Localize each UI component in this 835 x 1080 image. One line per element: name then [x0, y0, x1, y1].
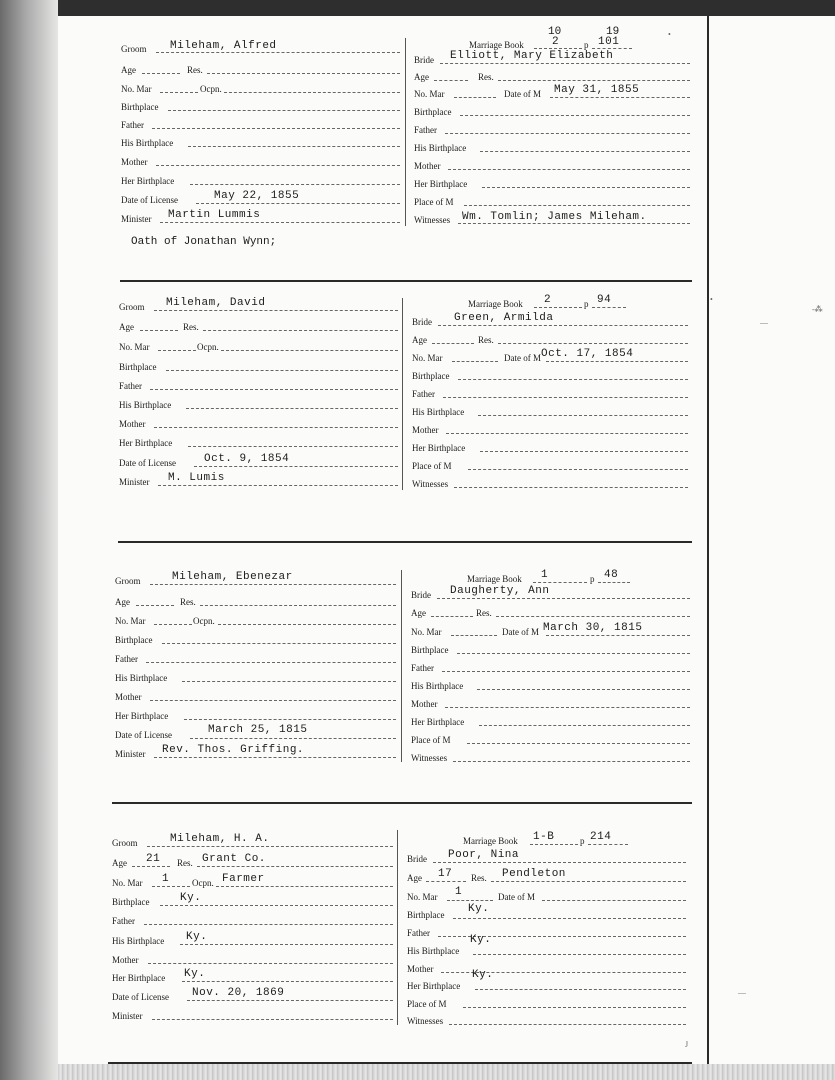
- date-of-m-line: [546, 361, 688, 362]
- birthplace-line: [168, 110, 400, 111]
- age-label: Age: [121, 65, 136, 75]
- bride-her-birthplace-label: Her Birthplace: [414, 179, 468, 189]
- birthplace-label: Birthplace: [115, 635, 153, 645]
- witnesses-label: Witnesses: [412, 479, 449, 489]
- bride-age-label: Age: [414, 72, 429, 82]
- bride-her-birthplace-line: [480, 451, 688, 452]
- her-birthplace-label: Her Birthplace: [121, 176, 175, 186]
- bride-line: [440, 63, 690, 64]
- her-birthplace-line: [188, 446, 398, 447]
- bride-line: [437, 598, 690, 599]
- marriage-book-label: Marriage Book: [469, 40, 524, 50]
- father-label: Father: [119, 381, 142, 391]
- bride-her-birthplace-label: Her Birthplace: [407, 981, 461, 991]
- bride-no-mar-line: [452, 361, 498, 362]
- page-upper-number: 19: [606, 26, 620, 38]
- his-birthplace-line: [180, 944, 393, 945]
- marriage-book-value: 2: [552, 36, 560, 48]
- date-of-license-label: Date of License: [112, 992, 169, 1002]
- witnesses-label: Witnesses: [414, 215, 451, 225]
- date-of-license-line: [190, 738, 396, 739]
- bride-age-label: Age: [411, 608, 426, 618]
- place-of-m-label: Place of M: [412, 461, 452, 471]
- no-mar-value: 1: [162, 873, 170, 885]
- res-label: Res.: [187, 65, 203, 75]
- groom-value: Mileham, Ebenezar: [172, 571, 293, 583]
- bride-line: [433, 862, 686, 863]
- father-label: Father: [112, 916, 135, 926]
- scan-speck: —: [738, 988, 746, 997]
- ocpn-line: [216, 886, 393, 887]
- place-of-m-line: [463, 1007, 686, 1008]
- bride-age-label: Age: [412, 335, 427, 345]
- place-of-m-label: Place of M: [411, 735, 451, 745]
- bride-father-label: Father: [407, 928, 430, 938]
- res-line: [200, 605, 396, 606]
- page-line: [592, 48, 632, 49]
- minister-value: Martin Lummis: [168, 209, 261, 221]
- groom-line: [154, 310, 398, 311]
- date-of-license-value: Nov. 20, 1869: [192, 987, 285, 999]
- page-value: 101: [598, 36, 620, 48]
- bride-no-mar-line: [451, 635, 497, 636]
- res-line: [207, 73, 400, 74]
- scan-speck: —: [760, 318, 768, 327]
- marriage-book-label: Marriage Book: [463, 836, 518, 846]
- bride-her-birthplace-line: [479, 725, 690, 726]
- no-mar-line: [160, 92, 198, 93]
- birthplace-line: [162, 643, 396, 644]
- record-divider: [405, 38, 406, 226]
- record-divider: [401, 570, 402, 762]
- date-of-m-line: [542, 900, 686, 901]
- record-divider: [402, 298, 403, 490]
- bride-no-mar-value: 1: [455, 886, 463, 898]
- bride-res-line: [498, 80, 690, 81]
- bride-age-line: [434, 80, 468, 81]
- mother-line: [150, 700, 396, 701]
- page-value: 214: [590, 831, 612, 843]
- date-of-m-label: Date of M: [498, 892, 535, 902]
- his-birthplace-line: [182, 681, 396, 682]
- date-of-m-label: Date of M: [504, 353, 541, 363]
- book-upper-number: 10: [548, 26, 562, 38]
- bride-her-birthplace-label: Her Birthplace: [412, 443, 466, 453]
- groom-label: Groom: [115, 576, 141, 586]
- witnesses-label: Witnesses: [411, 753, 448, 763]
- bride-birthplace-label: Birthplace: [407, 910, 445, 920]
- her-birthplace-line: [182, 981, 393, 982]
- bride-father-line: [443, 397, 688, 398]
- minister-line: [154, 757, 396, 758]
- bride-his-birthplace-label: His Birthplace: [414, 143, 467, 153]
- date-of-license-line: [196, 203, 400, 204]
- witnesses-line: [458, 223, 690, 224]
- minister-value: M. Lumis: [168, 472, 225, 484]
- bride-birthplace-label: Birthplace: [414, 107, 452, 117]
- her-birthplace-label: Her Birthplace: [119, 438, 173, 448]
- record-separator-3: [112, 802, 692, 804]
- marriage-book-line: [534, 307, 582, 308]
- bride-value: Daugherty, Ann: [450, 585, 550, 597]
- minister-label: Minister: [112, 1011, 143, 1021]
- scan-speck: -⁂: [812, 305, 823, 314]
- no-mar-line: [152, 886, 190, 887]
- age-line: [142, 73, 180, 74]
- bride-no-mar-label: No. Mar: [412, 353, 443, 363]
- scan-speck: •: [668, 30, 671, 39]
- father-line: [152, 128, 400, 129]
- bride-age-line: [426, 881, 466, 882]
- bride-age-line: [431, 616, 473, 617]
- ocpn-line: [218, 624, 396, 625]
- bride-birthplace-line: [460, 115, 690, 116]
- bride-age-label: Age: [407, 873, 422, 883]
- bride-res-label: Res.: [476, 608, 492, 618]
- age-label: Age: [115, 597, 130, 607]
- place-of-m-line: [464, 205, 690, 206]
- bride-value: Elliott, Mary Elizabeth: [450, 50, 614, 62]
- bride-res-label: Res.: [478, 72, 494, 82]
- her-birthplace-value: Ky.: [184, 968, 206, 980]
- date-of-m-value: Oct. 17, 1854: [541, 348, 634, 360]
- his-birthplace-label: His Birthplace: [121, 138, 174, 148]
- minister-value: Rev. Thos. Griffing.: [162, 744, 305, 756]
- bride-birthplace-line: [458, 379, 688, 380]
- bride-father-label: Father: [414, 125, 437, 135]
- his-birthplace-label: His Birthplace: [112, 936, 165, 946]
- mother-label: Mother: [119, 419, 146, 429]
- bride-his-birthplace-label: His Birthplace: [412, 407, 465, 417]
- bride-value: Green, Armilda: [454, 312, 554, 324]
- record-divider: [397, 830, 398, 1025]
- groom-label: Groom: [119, 302, 145, 312]
- bride-her-birthplace-line: [475, 989, 686, 990]
- bride-res-label: Res.: [471, 873, 487, 883]
- no-mar-label: No. Mar: [121, 84, 152, 94]
- record-separator-4: [108, 1062, 692, 1064]
- age-label: Age: [112, 858, 127, 868]
- her-birthplace-label: Her Birthplace: [112, 973, 166, 983]
- minister-line: [158, 485, 398, 486]
- marriage-book-label: Marriage Book: [467, 574, 522, 584]
- mother-label: Mother: [112, 955, 139, 965]
- scan-speck: •: [710, 295, 713, 304]
- birthplace-value: Ky.: [180, 892, 202, 904]
- record-note: Oath of Jonathan Wynn;: [131, 236, 277, 248]
- page-value: 48: [604, 569, 619, 581]
- minister-label: Minister: [115, 749, 146, 759]
- date-of-license-label: Date of License: [119, 458, 176, 468]
- page-value: 94: [597, 294, 612, 306]
- bride-father-line: [442, 671, 690, 672]
- mother-label: Mother: [121, 157, 148, 167]
- father-label: Father: [115, 654, 138, 664]
- place-of-m-line: [468, 469, 688, 470]
- scan-left-margin: [0, 0, 58, 1080]
- bride-his-birthplace-line: [477, 689, 690, 690]
- birthplace-line: [160, 905, 393, 906]
- bride-age-line: [432, 343, 474, 344]
- bride-mother-label: Mother: [412, 425, 439, 435]
- bride-mother-label: Mother: [414, 161, 441, 171]
- mother-line: [148, 963, 393, 964]
- date-of-m-value: March 30, 1815: [543, 622, 643, 634]
- place-of-m-label: Place of M: [414, 197, 454, 207]
- marriage-book-line: [530, 844, 578, 845]
- bride-her-birthplace-label: Her Birthplace: [411, 717, 465, 727]
- groom-value: Mileham, David: [166, 297, 266, 309]
- father-line: [144, 924, 393, 925]
- marriage-book-label: Marriage Book: [468, 299, 523, 309]
- res-label: Res.: [183, 322, 199, 332]
- scan-speck: J: [685, 1040, 689, 1049]
- page-label: p: [590, 574, 595, 584]
- mother-line: [156, 165, 400, 166]
- bride-birthplace-line: [453, 918, 686, 919]
- bride-mother-line: [445, 707, 690, 708]
- father-label: Father: [121, 120, 144, 130]
- page-label: p: [580, 836, 585, 846]
- bride-res-line: [491, 881, 686, 882]
- minister-label: Minister: [119, 477, 150, 487]
- age-line: [136, 605, 174, 606]
- minister-line: [152, 1019, 393, 1020]
- page-label: p: [584, 299, 589, 309]
- father-line: [150, 389, 398, 390]
- date-of-license-line: [187, 1000, 393, 1001]
- bride-father-label: Father: [411, 663, 434, 673]
- his-birthplace-value: Ky.: [186, 931, 208, 943]
- groom-value: Mileham, H. A.: [170, 833, 270, 845]
- ocpn-line: [224, 92, 400, 93]
- his-birthplace-line: [186, 408, 398, 409]
- bride-mother-line: [448, 169, 690, 170]
- witnesses-line: [453, 761, 690, 762]
- ocpn-label: Ocpn.: [200, 84, 222, 94]
- marriage-book-value: 1: [541, 569, 549, 581]
- his-birthplace-line: [188, 146, 400, 147]
- marriage-book-value: 2: [544, 294, 552, 306]
- bride-his-birthplace-line: [478, 415, 688, 416]
- bride-mother-label: Mother: [411, 699, 438, 709]
- her-birthplace-line: [190, 184, 400, 185]
- bride-birthplace-value: Ky.: [468, 903, 490, 915]
- bride-no-mar-line: [454, 97, 496, 98]
- marriage-book-line: [533, 582, 587, 583]
- record-separator-1: [120, 280, 692, 282]
- bride-no-mar-line: [447, 900, 493, 901]
- ocpn-label: Ocpn.: [193, 616, 215, 626]
- bride-birthplace-line: [457, 653, 690, 654]
- res-line: [203, 330, 398, 331]
- her-birthplace-label: Her Birthplace: [115, 711, 169, 721]
- ocpn-value: Farmer: [222, 873, 265, 885]
- page-line: [588, 844, 628, 845]
- bride-her-birthplace-line: [482, 187, 690, 188]
- marriage-book-line: [534, 48, 582, 49]
- date-of-m-line: [550, 97, 690, 98]
- bride-no-mar-label: No. Mar: [407, 892, 438, 902]
- bride-father-label: Father: [412, 389, 435, 399]
- birthplace-label: Birthplace: [119, 362, 157, 372]
- groom-line: [147, 846, 393, 847]
- res-line: [197, 866, 393, 867]
- mother-line: [154, 427, 398, 428]
- bride-line: [438, 325, 688, 326]
- minister-line: [160, 222, 400, 223]
- bride-his-birthplace-value: Ky.: [470, 934, 492, 946]
- groom-label: Groom: [121, 44, 147, 54]
- minister-label: Minister: [121, 214, 152, 224]
- his-birthplace-label: His Birthplace: [115, 673, 168, 683]
- page-right-rule: [707, 16, 709, 1080]
- no-mar-label: No. Mar: [115, 616, 146, 626]
- no-mar-label: No. Mar: [112, 878, 143, 888]
- witnesses-value: Wm. Tomlin; James Mileham.: [462, 211, 647, 223]
- page-label: p: [584, 40, 589, 50]
- date-of-license-value: March 25, 1815: [208, 724, 308, 736]
- age-value: 21: [146, 853, 161, 865]
- bride-her-birthplace-value: Ky.: [472, 969, 494, 981]
- birthplace-label: Birthplace: [121, 102, 159, 112]
- place-of-m-label: Place of M: [407, 999, 447, 1009]
- date-of-license-value: Oct. 9, 1854: [204, 453, 290, 465]
- bride-label: Bride: [411, 590, 431, 600]
- bride-father-line: [445, 133, 690, 134]
- marriage-book-value: 1-B: [533, 831, 555, 843]
- scan-bottom-band: [58, 1064, 835, 1080]
- bride-his-birthplace-label: His Birthplace: [407, 946, 460, 956]
- bride-res-line: [496, 616, 690, 617]
- witnesses-label: Witnesses: [407, 1016, 444, 1026]
- groom-label: Groom: [112, 838, 138, 848]
- her-birthplace-line: [184, 719, 396, 720]
- bride-res-line: [498, 343, 688, 344]
- birthplace-line: [166, 370, 398, 371]
- bride-mother-label: Mother: [407, 964, 434, 974]
- res-value: Grant Co.: [202, 853, 266, 865]
- date-of-m-label: Date of M: [504, 89, 541, 99]
- date-of-license-line: [194, 466, 398, 467]
- scan-top-border: [0, 0, 835, 16]
- ocpn-line: [221, 350, 398, 351]
- no-mar-label: No. Mar: [119, 342, 150, 352]
- bride-no-mar-label: No. Mar: [411, 627, 442, 637]
- groom-value: Mileham, Alfred: [170, 40, 277, 52]
- witnesses-line: [454, 487, 688, 488]
- date-of-license-label: Date of License: [121, 195, 178, 205]
- res-label: Res.: [180, 597, 196, 607]
- age-line: [132, 866, 170, 867]
- bride-res-label: Res.: [478, 335, 494, 345]
- witnesses-line: [449, 1024, 686, 1025]
- ocpn-label: Ocpn.: [192, 878, 214, 888]
- ocpn-label: Ocpn.: [197, 342, 219, 352]
- res-label: Res.: [177, 858, 193, 868]
- bride-label: Bride: [412, 317, 432, 327]
- bride-label: Bride: [407, 854, 427, 864]
- page-line: [598, 582, 630, 583]
- his-birthplace-label: His Birthplace: [119, 400, 172, 410]
- mother-label: Mother: [115, 692, 142, 702]
- bride-age-value: 17: [438, 868, 453, 880]
- bride-birthplace-label: Birthplace: [412, 371, 450, 381]
- bride-res-value: Pendleton: [502, 868, 566, 880]
- bride-his-birthplace-label: His Birthplace: [411, 681, 464, 691]
- date-of-license-label: Date of License: [115, 730, 172, 740]
- date-of-license-value: May 22, 1855: [214, 190, 300, 202]
- groom-line: [156, 52, 400, 53]
- bride-no-mar-label: No. Mar: [414, 89, 445, 99]
- date-of-m-label: Date of M: [502, 627, 539, 637]
- age-line: [140, 330, 178, 331]
- groom-line: [150, 584, 396, 585]
- date-of-m-value: May 31, 1855: [554, 84, 640, 96]
- age-label: Age: [119, 322, 134, 332]
- father-line: [146, 662, 396, 663]
- bride-his-birthplace-line: [473, 954, 686, 955]
- no-mar-line: [154, 624, 192, 625]
- place-of-m-line: [467, 743, 690, 744]
- bride-label: Bride: [414, 55, 434, 65]
- bride-value: Poor, Nina: [448, 849, 520, 861]
- bride-birthplace-label: Birthplace: [411, 645, 449, 655]
- no-mar-line: [158, 350, 196, 351]
- record-separator-2: [118, 541, 692, 543]
- bride-mother-line: [446, 433, 688, 434]
- date-of-m-line: [546, 635, 690, 636]
- page-line: [592, 307, 626, 308]
- birthplace-label: Birthplace: [112, 897, 150, 907]
- bride-his-birthplace-line: [480, 151, 690, 152]
